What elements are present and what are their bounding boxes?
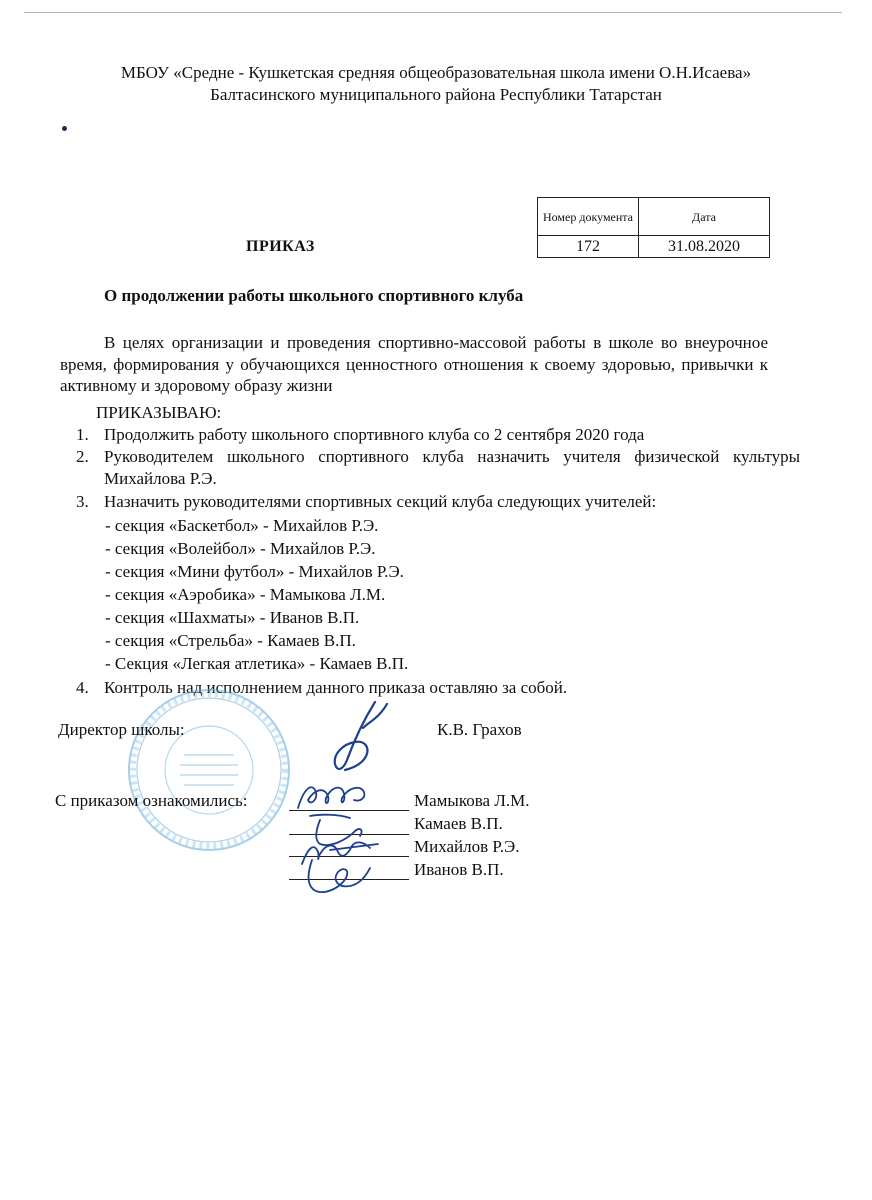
document-subject: О продолжении работы школьного спортивного клуба (104, 286, 524, 305)
signatory-name: К.В. Грахов (437, 720, 522, 739)
item-text: Руководителем школьного спортивного клуба назначить учителя физической культуры Михайлова Р.Э. (104, 447, 800, 488)
section-entry: - секция «Баскетбол» - Михайлов Р.Э. (105, 516, 379, 535)
item-number: 4. (76, 678, 89, 697)
org-name-line2: Балтасинского муниципального района Республики Татарстан (210, 85, 662, 104)
document-number: 172 (538, 236, 639, 258)
school-seal-stamp (124, 685, 294, 855)
section-entry: - секция «Волейбол» - Михайлов Р.Э. (105, 539, 376, 558)
acknowledged-name: Иванов В.П. (414, 860, 504, 879)
acknowledged-name: Мамыкова Л.М. (414, 791, 530, 810)
document-date: 31.08.2020 (639, 236, 770, 258)
preamble-paragraph: В целях организации и проведения спортивно-массовой работы в школе во внеурочное время, формирования у обучающихся ценностного отношения к своему здоровью, привычки к активному и здоровому образу жизни (60, 333, 768, 395)
item-text: Контроль над исполнением данного приказа оставляю за собой. (104, 678, 568, 697)
section-entry: - секция «Стрельба» - Камаев В.П. (105, 631, 356, 650)
org-name-line1: МБОУ «Средне - Кушкетская средняя общеобразовательная школа имени О.Н.Исаева» (120, 63, 752, 82)
acknowledged-name: Михайлов Р.Э. (414, 837, 520, 856)
acknowledged-name: Камаев В.П. (414, 814, 503, 833)
section-entry: - секция «Мини футбол» - Михайлов Р.Э. (105, 562, 404, 581)
document-title: ПРИКАЗ (246, 238, 315, 255)
order-word: ПРИКАЗЫВАЮ: (96, 403, 222, 422)
date-label: Дата (639, 198, 770, 236)
item-number: 1. (76, 425, 89, 444)
item-number: 3. (76, 492, 89, 511)
acknowledgement-label: С приказом ознакомились: (55, 791, 248, 810)
staff-signature (290, 778, 380, 814)
ink-speck (62, 126, 67, 131)
item-text: Назначить руководителями спортивных секций клуба следующих учителей: (104, 492, 657, 511)
staff-signature (290, 856, 380, 896)
section-entry: - Секция «Легкая атлетика» - Камаев В.П. (105, 654, 409, 673)
section-entry: - секция «Шахматы» - Иванов В.П. (105, 608, 360, 627)
item-text: Продолжить работу школьного спортивного клуба со 2 сентября 2020 года (104, 425, 645, 444)
item-number: 2. (76, 447, 89, 466)
director-signature (325, 698, 395, 778)
signature-role: Директор школы: (58, 720, 185, 739)
number-label: Номер документа (538, 198, 639, 236)
order-item (76, 446, 800, 490)
order-item (76, 491, 776, 513)
order-item (76, 424, 776, 446)
document-meta-table (537, 197, 770, 258)
scan-border-line (24, 12, 842, 13)
section-entry: - секция «Аэробика» - Мамыкова Л.М. (105, 585, 386, 604)
